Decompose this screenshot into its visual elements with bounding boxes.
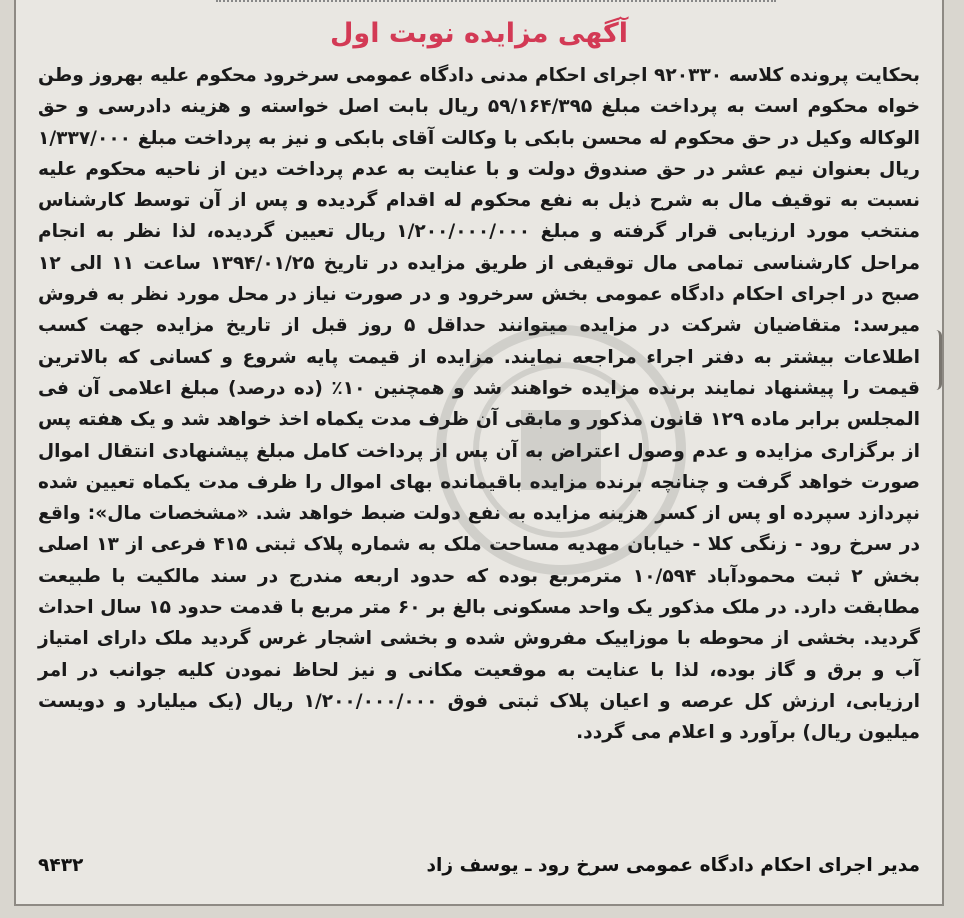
notice-title: آگهی مزایده نوبت اول xyxy=(330,18,628,49)
notice-code: ۹۴۳۲ xyxy=(38,855,84,876)
page-edge-mark xyxy=(929,330,942,390)
signature-line: مدیر اجرای احکام دادگاه عمومی سرخ رود ـ یوسف زاد xyxy=(426,855,920,876)
notice-footer xyxy=(38,855,920,889)
torn-top-edge xyxy=(216,0,776,6)
newspaper-clipping xyxy=(14,0,944,906)
notice-body: بحکایت پرونده کلاسه ۹۲۰۳۳۰ اجرای احکام مدنی دادگاه عمومی سرخرود محکوم علیه بهروز وطن خواه محکوم است به پرداخت مبلغ ۵۹/۱۶۴/۳۹۵ ریال بابت اصل خواسته و هزینه دادرسی و حق الوکاله وکیل در حق محکوم له محسن بابکی با وکالت آقای بابکی و نیز به پرداخت مبلغ ۱/۳۳۷/۰۰۰ ریال بعنوان نیم عشر در حق صندوق دولت و با عنایت به عدم پرداخت دین از ناحیه محکوم علیه نسبت به توقیف مال به شرح ذیل به نفع محکوم له اقدام گردیده و پس از آن توسط کارشناس منتخب مورد ارزیابی قرار گرفته و مبلغ ۱/۲۰۰/۰۰۰/۰۰۰ ریال تعیین گردیده، لذا نظر به انجام مراحل کارشناسی تمامی مال توقیفی از طریق مزایده در تاریخ ۱۳۹۴/۰۱/۲۵ ساعت ۱۱ الی ۱۲ صبح در اجرای احکام دادگاه عمومی بخش سرخرود و در صورت نیاز در محل مورد نظر به فروش میرسد: متقاضیان شرکت در مزایده میتوانند حداقل ۵ روز قبل از تاریخ مزایده جهت کسب اطلاعات بیشتر به دفتر اجراء مراجعه نمایند. مزایده از قیمت پایه شروع و کسانی که بالاترین قیمت را پیشنهاد نمایند برنده مزایده خواهند شد و همچنین ۱۰٪ (ده درصد) مبلغ اعلامی آن فی المجلس برابر ماده ۱۲۹ قانون مذکور و مابقی آن ظرف مدت یکماه اخذ خواهد شد و یک هفته پس از برگزاری مزایده و عدم وصول اعتراض به آن پس از پرداخت کامل مبلغ پیشنهادی انتقال اموال صورت خواهد گرفت و چنانچه برنده مزایده باقیمانده بهای اموال را ظرف مدت یکماه تعیین شده نپردازد سپرده او پس از کسر هزینه مزایده به نفع دولت ضبط خواهد شد. «مشخصات مال»: واقع در سرخ رود - زنگی کلا - خیابان مهدیه مساحت ملک به شماره پلاک ثبتی ۴۱۵ فرعی از ۱۳ اصلی بخش ۲ ثبت محمودآباد ۱۰/۵۹۴ مترمربع بوده که حدود اربعه مندرج در سند مالکیت با طبیعت مطابقت دارد. در ملک مذکور یک واحد مسکونی بالغ بر ۶۰ متر مربع با قدمت حدود ۱۵ سال احداث گردید. بخشی از محوطه با موزاییک مفروش شده و بخشی اشجار غرس گردید ملک دارای امتیاز آب و برق و گاز بوده، لذا با عنایت به موقعیت مکانی و نیز لحاظ نمودن کلیه جوانب در امر ارزیابی، ارزش کل عرصه و اعیان پلاک ثبتی فوق ۱/۲۰۰/۰۰۰/۰۰۰ ریال (یک میلیارد و دویست میلیون ریال) برآورد و اعلام می گردد. xyxy=(38,65,921,744)
